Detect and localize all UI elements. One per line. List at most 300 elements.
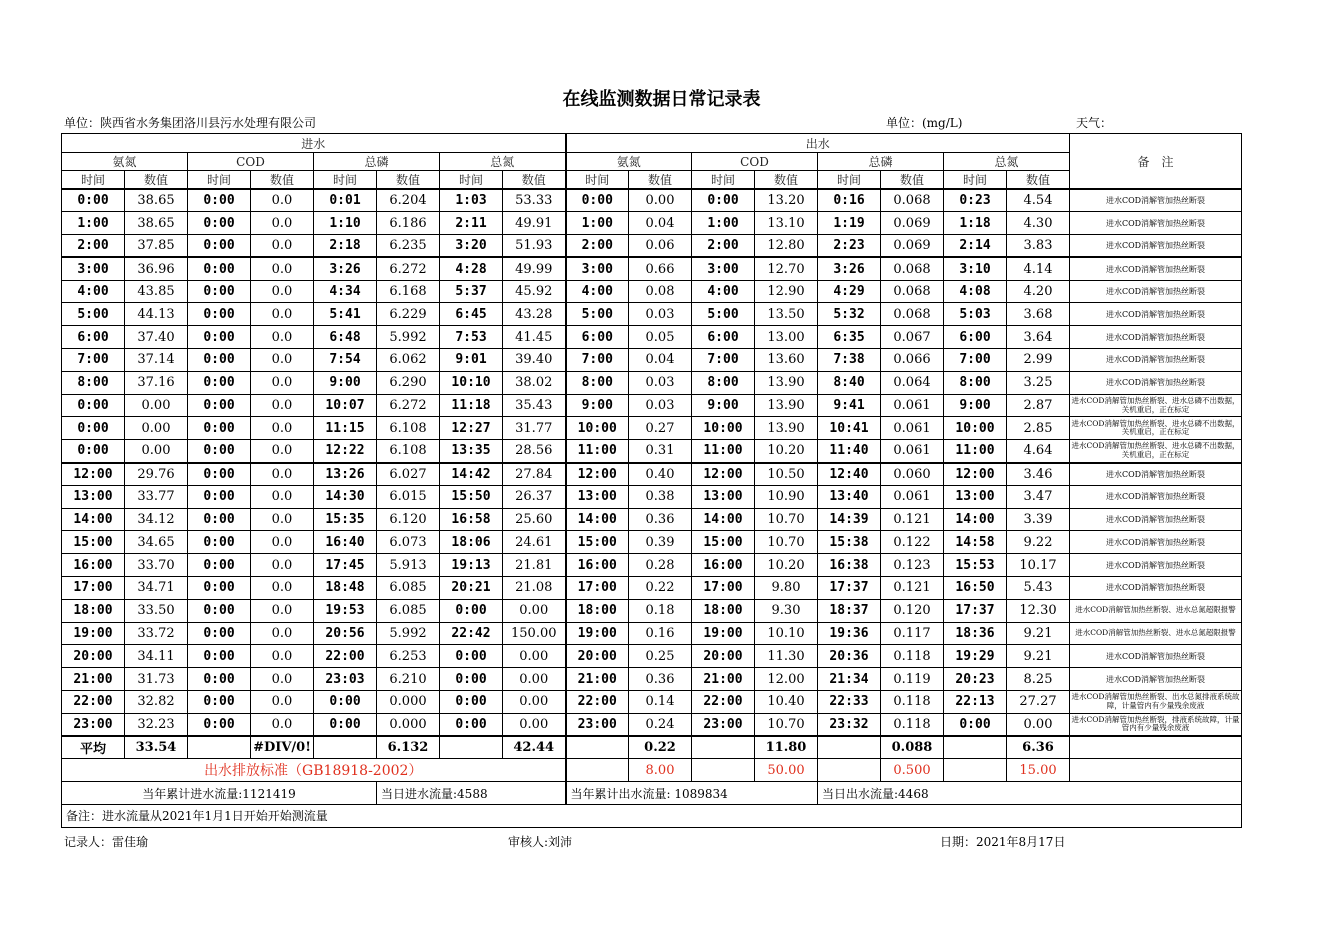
value-cell: 0.0 xyxy=(251,189,314,212)
time-cell: 15:00 xyxy=(692,531,755,554)
value-cell: 6.108 xyxy=(377,440,440,463)
value-cell: 0.04 xyxy=(629,349,692,372)
time-cell: 15:00 xyxy=(566,531,629,554)
time-cell: 18:06 xyxy=(440,531,503,554)
value-cell: 4.64 xyxy=(1007,440,1070,463)
value-cell: 34.12 xyxy=(125,508,188,531)
value-cell: 0.068 xyxy=(881,189,944,212)
table-row xyxy=(62,554,1242,577)
page-title: 在线监测数据日常记录表 xyxy=(562,89,761,110)
time-cell: 16:40 xyxy=(314,531,377,554)
time-cell: 3:26 xyxy=(314,257,377,280)
value-cell: 5.992 xyxy=(377,622,440,645)
value-cell: 6.120 xyxy=(377,508,440,531)
time-cell: 0:00 xyxy=(62,189,125,212)
value-cell: 0.0 xyxy=(251,440,314,463)
time-cell: 0:00 xyxy=(188,622,251,645)
value-cell: 0.0 xyxy=(251,394,314,417)
param-header: 氨氮 xyxy=(62,153,188,171)
time-cell: 14:30 xyxy=(314,485,377,508)
time-cell: 18:36 xyxy=(944,622,1007,645)
value-cell: 0.0 xyxy=(251,417,314,440)
value-cell: 0.061 xyxy=(881,485,944,508)
time-cell: 0:00 xyxy=(440,691,503,714)
param-header: 总磷 xyxy=(818,153,944,171)
value-column-header: 数值 xyxy=(881,171,944,190)
time-cell: 9:00 xyxy=(314,371,377,394)
value-cell: 38.65 xyxy=(125,212,188,235)
time-cell: 4:00 xyxy=(566,280,629,303)
time-cell: 13:26 xyxy=(314,463,377,486)
time-cell: 0:00 xyxy=(440,713,503,736)
time-cell: 3:00 xyxy=(62,257,125,280)
value-cell: 49.91 xyxy=(503,212,566,235)
time-cell: 4:34 xyxy=(314,280,377,303)
value-cell: 34.71 xyxy=(125,577,188,600)
remark-cell: 进水COD消解管加热丝断裂 xyxy=(1070,371,1242,394)
time-cell: 0:00 xyxy=(188,713,251,736)
year-inflow-total: 当年累计进水流量:1121419 xyxy=(62,782,377,805)
time-cell: 7:00 xyxy=(62,349,125,372)
time-cell: 6:00 xyxy=(692,326,755,349)
time-cell: 2:14 xyxy=(944,235,1007,258)
value-cell: 6.229 xyxy=(377,303,440,326)
value-cell: 25.60 xyxy=(503,508,566,531)
value-cell: 0.0 xyxy=(251,257,314,280)
value-cell: 3.46 xyxy=(1007,463,1070,486)
time-cell: 3:26 xyxy=(818,257,881,280)
value-cell: 13.90 xyxy=(755,371,818,394)
value-cell: 0.0 xyxy=(251,668,314,691)
value-cell: 2.85 xyxy=(1007,417,1070,440)
time-cell: 3:00 xyxy=(692,257,755,280)
outflow-header: 出水 xyxy=(566,134,1070,153)
time-column-header: 时间 xyxy=(692,171,755,190)
value-cell: 0.25 xyxy=(629,645,692,668)
value-cell: 26.37 xyxy=(503,485,566,508)
time-cell: 9:41 xyxy=(818,394,881,417)
time-cell: 0:00 xyxy=(188,440,251,463)
value-cell: 51.93 xyxy=(503,235,566,258)
time-cell: 1:00 xyxy=(692,212,755,235)
time-cell: 7:00 xyxy=(944,349,1007,372)
table-row xyxy=(62,235,1242,258)
value-cell: 37.16 xyxy=(125,371,188,394)
value-cell: 150.00 xyxy=(503,622,566,645)
value-cell: 10.40 xyxy=(755,691,818,714)
time-cell: 2:11 xyxy=(440,212,503,235)
value-cell: 13.90 xyxy=(755,394,818,417)
value-cell: 33.77 xyxy=(125,485,188,508)
param-header: 氨氮 xyxy=(566,153,692,171)
remark-cell: 进水COD消解管加热丝断裂 xyxy=(1070,280,1242,303)
value-cell: 6.027 xyxy=(377,463,440,486)
value-cell: 0.061 xyxy=(881,440,944,463)
time-cell: 8:00 xyxy=(566,371,629,394)
time-cell: 23:00 xyxy=(692,713,755,736)
time-cell: 16:00 xyxy=(62,554,125,577)
value-cell: 6.168 xyxy=(377,280,440,303)
time-cell: 23:03 xyxy=(314,668,377,691)
value-cell: 0.0 xyxy=(251,691,314,714)
remark-cell: 进水COD消解管加热丝断裂、进水总磷不出数据，关机重启，正在标定 xyxy=(1070,417,1242,440)
time-cell: 14:58 xyxy=(944,531,1007,554)
time-cell: 16:38 xyxy=(818,554,881,577)
value-cell: 0.0 xyxy=(251,554,314,577)
time-cell: 11:40 xyxy=(818,440,881,463)
param-header: 总氮 xyxy=(944,153,1070,171)
time-cell: 13:00 xyxy=(566,485,629,508)
time-cell: 20:00 xyxy=(62,645,125,668)
value-cell: 32.82 xyxy=(125,691,188,714)
time-cell: 17:45 xyxy=(314,554,377,577)
value-cell: 27.27 xyxy=(1007,691,1070,714)
value-cell: 0.0 xyxy=(251,212,314,235)
remark-cell: 进水COD消解管加热丝断裂 xyxy=(1070,508,1242,531)
time-cell: 0:00 xyxy=(188,371,251,394)
value-cell: 10.50 xyxy=(755,463,818,486)
time-cell: 13:35 xyxy=(440,440,503,463)
time-cell: 17:00 xyxy=(692,577,755,600)
time-cell: 5:37 xyxy=(440,280,503,303)
average-value: 33.54 xyxy=(125,736,188,759)
time-cell: 11:00 xyxy=(566,440,629,463)
time-cell: 0:00 xyxy=(188,531,251,554)
table-row xyxy=(62,577,1242,600)
value-cell: 0.066 xyxy=(881,349,944,372)
time-cell: 1:19 xyxy=(818,212,881,235)
time-cell: 3:20 xyxy=(440,235,503,258)
average-value: 11.80 xyxy=(755,736,818,759)
remark-cell: 进水COD消解管加热丝断裂 xyxy=(1070,235,1242,258)
time-cell: 13:00 xyxy=(944,485,1007,508)
value-column-header: 数值 xyxy=(251,171,314,190)
value-cell: 0.14 xyxy=(629,691,692,714)
time-cell: 22:00 xyxy=(314,645,377,668)
value-cell: 13.50 xyxy=(755,303,818,326)
unit-org-label: 单位：陕西省水务集团洛川县污水处理有限公司 xyxy=(64,116,317,130)
day-outflow-total: 当日出水流量:4468 xyxy=(818,782,1242,805)
value-cell: 3.64 xyxy=(1007,326,1070,349)
value-cell: 0.31 xyxy=(629,440,692,463)
time-cell: 0:00 xyxy=(188,303,251,326)
value-cell: 0.00 xyxy=(629,189,692,212)
value-cell: 6.272 xyxy=(377,257,440,280)
time-cell: 6:35 xyxy=(818,326,881,349)
value-cell: 21.08 xyxy=(503,577,566,600)
remark-cell: 进水COD消解管加热丝断裂 xyxy=(1070,326,1242,349)
time-cell: 5:00 xyxy=(692,303,755,326)
value-column-header: 数值 xyxy=(377,171,440,190)
value-cell: 0.0 xyxy=(251,531,314,554)
time-cell: 4:00 xyxy=(62,280,125,303)
time-cell: 22:00 xyxy=(566,691,629,714)
value-cell: 5.43 xyxy=(1007,577,1070,600)
standard-value: 50.00 xyxy=(755,759,818,782)
value-cell: 21.81 xyxy=(503,554,566,577)
time-cell: 3:10 xyxy=(944,257,1007,280)
time-cell: 6:45 xyxy=(440,303,503,326)
time-cell: 9:00 xyxy=(692,394,755,417)
time-cell: 6:00 xyxy=(944,326,1007,349)
time-cell: 0:00 xyxy=(188,235,251,258)
value-cell: 36.96 xyxy=(125,257,188,280)
value-cell: 0.123 xyxy=(881,554,944,577)
time-cell: 0:01 xyxy=(314,189,377,212)
value-cell: 10.17 xyxy=(1007,554,1070,577)
time-cell: 14:00 xyxy=(62,508,125,531)
value-cell: 0.36 xyxy=(629,508,692,531)
time-cell: 0:00 xyxy=(944,713,1007,736)
time-cell: 19:00 xyxy=(566,622,629,645)
remark-cell: 进水COD消解管加热丝断裂 xyxy=(1070,189,1242,212)
time-cell: 17:37 xyxy=(818,577,881,600)
remark-cell: 进水COD消解管加热丝断裂 xyxy=(1070,212,1242,235)
value-cell: 3.83 xyxy=(1007,235,1070,258)
recorder-label: 记录人：雷佳瑜 xyxy=(64,835,149,849)
value-column-header: 数值 xyxy=(1007,171,1070,190)
value-cell: 0.060 xyxy=(881,463,944,486)
remark-cell: 进水COD消解管加热丝断裂 xyxy=(1070,349,1242,372)
value-cell: 0.28 xyxy=(629,554,692,577)
value-cell: 39.40 xyxy=(503,349,566,372)
param-header: COD xyxy=(692,153,818,171)
value-cell: 0.0 xyxy=(251,599,314,622)
value-cell: 0.119 xyxy=(881,668,944,691)
time-cell: 21:00 xyxy=(566,668,629,691)
value-cell: 0.00 xyxy=(503,645,566,668)
time-cell: 22:33 xyxy=(818,691,881,714)
time-cell: 12:00 xyxy=(692,463,755,486)
time-column-header: 时间 xyxy=(818,171,881,190)
time-cell: 2:00 xyxy=(62,235,125,258)
value-cell: 37.85 xyxy=(125,235,188,258)
time-cell: 23:32 xyxy=(818,713,881,736)
time-column-header: 时间 xyxy=(440,171,503,190)
time-cell: 0:00 xyxy=(188,668,251,691)
time-cell: 1:10 xyxy=(314,212,377,235)
value-cell: 33.72 xyxy=(125,622,188,645)
day-inflow-total: 当日进水流量:4588 xyxy=(377,782,566,805)
time-cell: 19:29 xyxy=(944,645,1007,668)
value-cell: 10.70 xyxy=(755,531,818,554)
value-cell: 0.068 xyxy=(881,303,944,326)
table-row xyxy=(62,645,1242,668)
time-cell: 0:00 xyxy=(314,713,377,736)
value-cell: 0.24 xyxy=(629,713,692,736)
value-cell: 6.253 xyxy=(377,645,440,668)
table-row xyxy=(62,599,1242,622)
time-cell: 10:07 xyxy=(314,394,377,417)
value-cell: 0.22 xyxy=(629,577,692,600)
value-cell: 0.00 xyxy=(125,417,188,440)
remark-cell: 进水COD消解管加热丝断裂、出水总氮排液系统故障，计量管内有少量残余废液 xyxy=(1070,691,1242,714)
value-cell: 0.0 xyxy=(251,303,314,326)
time-cell: 3:00 xyxy=(566,257,629,280)
time-cell: 0:00 xyxy=(188,645,251,668)
time-cell: 5:32 xyxy=(818,303,881,326)
value-cell: 33.70 xyxy=(125,554,188,577)
value-cell: 0.00 xyxy=(125,440,188,463)
value-cell: 0.03 xyxy=(629,303,692,326)
value-cell: 0.03 xyxy=(629,394,692,417)
time-cell: 0:00 xyxy=(188,212,251,235)
time-cell: 16:50 xyxy=(944,577,1007,600)
average-value: 0.088 xyxy=(881,736,944,759)
value-cell: 0.118 xyxy=(881,691,944,714)
discharge-standard-label: 出水排放标准（GB18918-2002） xyxy=(62,759,566,782)
remark-cell: 进水COD消解管加热丝断裂 xyxy=(1070,463,1242,486)
time-cell: 6:00 xyxy=(62,326,125,349)
time-cell: 8:00 xyxy=(692,371,755,394)
value-cell: 10.90 xyxy=(755,485,818,508)
time-cell: 14:00 xyxy=(692,508,755,531)
table-row xyxy=(62,485,1242,508)
time-cell: 18:00 xyxy=(566,599,629,622)
time-cell: 14:42 xyxy=(440,463,503,486)
time-cell: 13:00 xyxy=(62,485,125,508)
value-cell: 0.00 xyxy=(503,599,566,622)
time-cell: 19:13 xyxy=(440,554,503,577)
time-cell: 20:00 xyxy=(692,645,755,668)
time-cell: 18:00 xyxy=(692,599,755,622)
value-cell: 35.43 xyxy=(503,394,566,417)
param-header: 总氮 xyxy=(440,153,566,171)
table-row xyxy=(62,440,1242,463)
value-cell: 2.99 xyxy=(1007,349,1070,372)
time-cell: 4:28 xyxy=(440,257,503,280)
value-cell: 0.00 xyxy=(1007,713,1070,736)
value-cell: 27.84 xyxy=(503,463,566,486)
time-cell: 0:00 xyxy=(566,189,629,212)
value-cell: 9.30 xyxy=(755,599,818,622)
time-cell: 0:00 xyxy=(188,463,251,486)
value-cell: 8.25 xyxy=(1007,668,1070,691)
time-cell: 18:37 xyxy=(818,599,881,622)
time-cell: 0:00 xyxy=(188,417,251,440)
value-cell: 3.47 xyxy=(1007,485,1070,508)
time-cell: 5:41 xyxy=(314,303,377,326)
value-cell: 45.92 xyxy=(503,280,566,303)
time-cell: 15:53 xyxy=(944,554,1007,577)
time-cell: 1:18 xyxy=(944,212,1007,235)
year-outflow-total: 当年累计出水流量: 1089834 xyxy=(566,782,818,805)
value-cell: 13.00 xyxy=(755,326,818,349)
value-cell: 5.992 xyxy=(377,326,440,349)
value-cell: 0.0 xyxy=(251,235,314,258)
table-row xyxy=(62,417,1242,440)
time-cell: 17:37 xyxy=(944,599,1007,622)
value-cell: 37.14 xyxy=(125,349,188,372)
average-value: 6.132 xyxy=(377,736,440,759)
average-label: 平均 xyxy=(62,736,125,759)
time-cell: 8:00 xyxy=(62,371,125,394)
value-cell: 10.10 xyxy=(755,622,818,645)
value-cell: 0.000 xyxy=(377,713,440,736)
value-cell: 0.00 xyxy=(503,691,566,714)
standard-value: 0.500 xyxy=(881,759,944,782)
time-cell: 1:00 xyxy=(566,212,629,235)
value-cell: 0.66 xyxy=(629,257,692,280)
table-row xyxy=(62,303,1242,326)
time-cell: 0:00 xyxy=(188,189,251,212)
remark-cell: 进水COD消解管加热丝断裂 xyxy=(1070,531,1242,554)
value-cell: 6.085 xyxy=(377,599,440,622)
value-cell: 0.39 xyxy=(629,531,692,554)
value-cell: 34.65 xyxy=(125,531,188,554)
value-cell: 0.0 xyxy=(251,326,314,349)
time-cell: 20:21 xyxy=(440,577,503,600)
value-cell: 6.272 xyxy=(377,394,440,417)
value-cell: 0.18 xyxy=(629,599,692,622)
time-cell: 4:29 xyxy=(818,280,881,303)
value-cell: 0.0 xyxy=(251,463,314,486)
table-row xyxy=(62,668,1242,691)
value-cell: 0.061 xyxy=(881,417,944,440)
table-row xyxy=(62,463,1242,486)
value-cell: 12.90 xyxy=(755,280,818,303)
value-cell: 32.23 xyxy=(125,713,188,736)
time-cell: 13:00 xyxy=(692,485,755,508)
time-cell: 2:23 xyxy=(818,235,881,258)
time-cell: 7:00 xyxy=(566,349,629,372)
value-cell: 10.70 xyxy=(755,713,818,736)
time-cell: 20:00 xyxy=(566,645,629,668)
time-cell: 10:10 xyxy=(440,371,503,394)
time-cell: 21:00 xyxy=(692,668,755,691)
value-column-header: 数值 xyxy=(629,171,692,190)
value-cell: 0.121 xyxy=(881,577,944,600)
value-cell: 6.073 xyxy=(377,531,440,554)
time-cell: 9:01 xyxy=(440,349,503,372)
value-cell: 13.90 xyxy=(755,417,818,440)
average-value: 0.22 xyxy=(629,736,692,759)
value-cell: 0.36 xyxy=(629,668,692,691)
value-cell: 0.067 xyxy=(881,326,944,349)
table-row xyxy=(62,394,1242,417)
value-cell: 3.68 xyxy=(1007,303,1070,326)
value-cell: 2.87 xyxy=(1007,394,1070,417)
table-row xyxy=(62,508,1242,531)
table-row xyxy=(62,326,1242,349)
value-cell: 29.76 xyxy=(125,463,188,486)
table-row xyxy=(62,212,1242,235)
value-cell: 10.20 xyxy=(755,440,818,463)
time-cell: 0:00 xyxy=(188,554,251,577)
remark-cell: 进水COD消解管加热丝断裂 xyxy=(1070,303,1242,326)
time-cell: 16:00 xyxy=(566,554,629,577)
value-cell: 31.73 xyxy=(125,668,188,691)
time-cell: 0:00 xyxy=(188,280,251,303)
value-cell: 5.913 xyxy=(377,554,440,577)
time-cell: 12:27 xyxy=(440,417,503,440)
table-row xyxy=(62,280,1242,303)
time-cell: 17:00 xyxy=(566,577,629,600)
value-cell: 13.20 xyxy=(755,189,818,212)
time-cell: 4:00 xyxy=(692,280,755,303)
time-cell: 0:00 xyxy=(62,417,125,440)
time-column-header: 时间 xyxy=(62,171,125,190)
weather-label: 天气： xyxy=(1076,116,1113,130)
value-cell: 0.40 xyxy=(629,463,692,486)
value-cell: 12.00 xyxy=(755,668,818,691)
value-cell: 0.0 xyxy=(251,577,314,600)
value-cell: 6.015 xyxy=(377,485,440,508)
remark-cell: 进水COD消解管加热丝断裂 xyxy=(1070,577,1242,600)
value-cell: 3.39 xyxy=(1007,508,1070,531)
time-cell: 0:00 xyxy=(440,668,503,691)
value-cell: 0.00 xyxy=(503,668,566,691)
